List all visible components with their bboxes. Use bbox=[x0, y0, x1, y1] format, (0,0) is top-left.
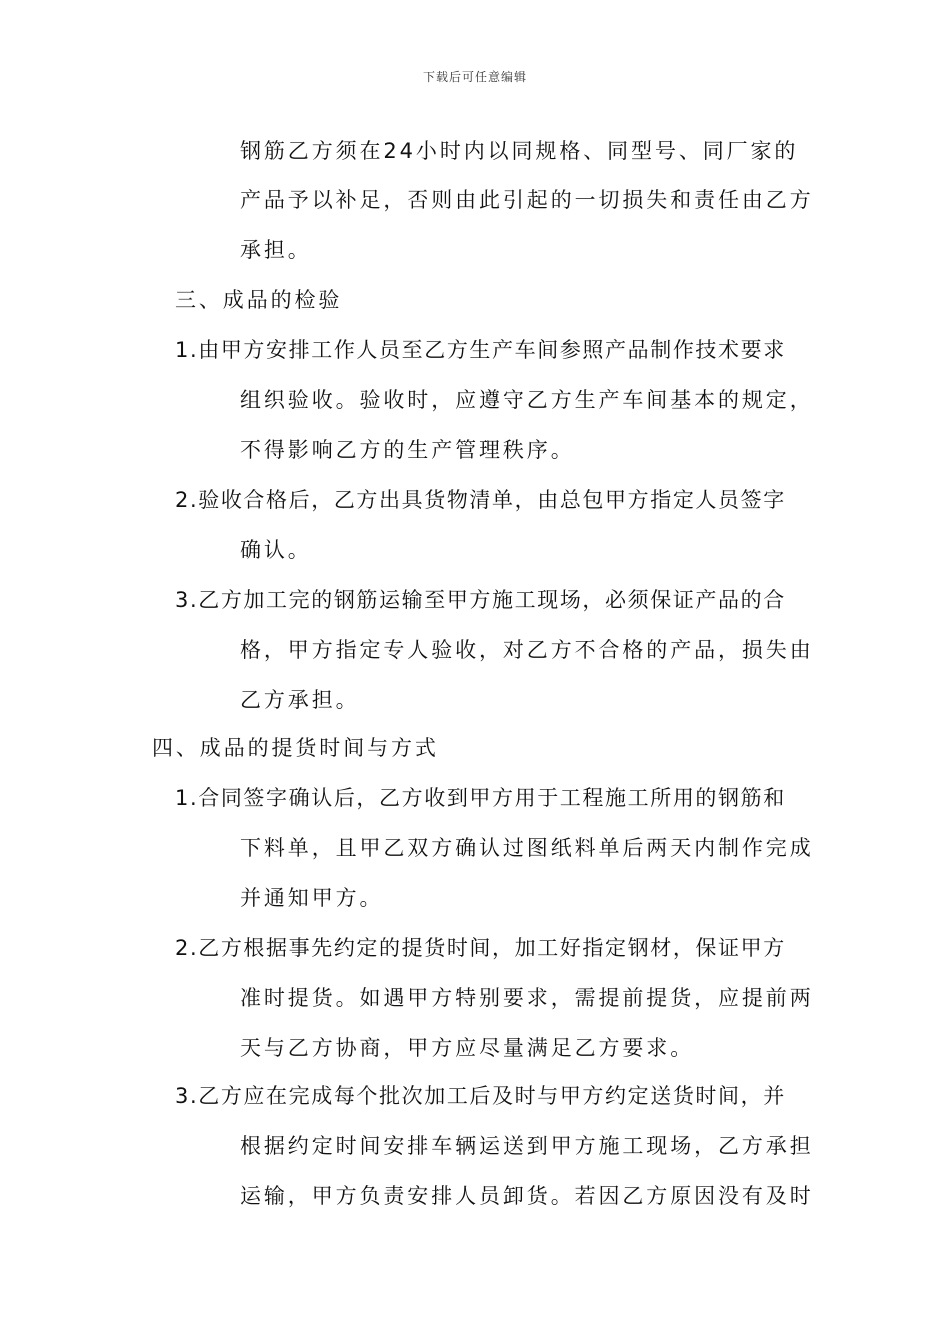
paragraph-line: 天与乙方协商，甲方应尽量满足乙方要求。 bbox=[240, 1036, 695, 1060]
header-note: 下载后可任意编辑 bbox=[422, 70, 527, 84]
paragraph-line: 不得影响乙方的生产管理秩序。 bbox=[240, 438, 575, 462]
list-item: 2.验收合格后，乙方出具货物清单，由总包甲方指定人员签字 bbox=[175, 488, 786, 512]
paragraph-line: 根据约定时间安排车辆运送到甲方施工现场，乙方承担 bbox=[240, 1134, 814, 1158]
paragraph-line: 确认。 bbox=[240, 538, 312, 562]
paragraph-line: 产品予以补足，否则由此引起的一切损失和责任由乙方 bbox=[240, 188, 814, 212]
section-heading: 四、成品的提货时间与方式 bbox=[152, 736, 439, 760]
paragraph-line: 下料单，且甲乙双方确认过图纸料单后两天内制作完成 bbox=[240, 836, 814, 860]
list-item: 1.合同签字确认后，乙方收到甲方用于工程施工所用的钢筋和 bbox=[175, 786, 786, 810]
paragraph-line: 并通知甲方。 bbox=[240, 886, 384, 910]
paragraph-line: 乙方承担。 bbox=[240, 688, 360, 712]
paragraph-line: 钢筋乙方须在24小时内以同规格、同型号、同厂家的 bbox=[240, 139, 799, 163]
list-item: 3.乙方应在完成每个批次加工后及时与甲方约定送货时间，并 bbox=[175, 1084, 786, 1108]
paragraph-line: 准时提货。如遇甲方特别要求，需提前提货，应提前两 bbox=[240, 986, 814, 1010]
paragraph-line: 格，甲方指定专人验收，对乙方不合格的产品，损失由 bbox=[240, 638, 814, 662]
list-item: 1.由甲方安排工作人员至乙方生产车间参照产品制作技术要求 bbox=[175, 338, 786, 362]
paragraph-line: 组织验收。验收时，应遵守乙方生产车间基本的规定， bbox=[240, 388, 814, 412]
section-heading: 三、成品的检验 bbox=[175, 288, 343, 312]
paragraph-line: 运输，甲方负责安排人员卸货。若因乙方原因没有及时 bbox=[240, 1184, 814, 1208]
paragraph-line: 承担。 bbox=[240, 238, 312, 262]
list-item: 3.乙方加工完的钢筋运输至甲方施工现场，必须保证产品的合 bbox=[175, 588, 786, 612]
list-item: 2.乙方根据事先约定的提货时间，加工好指定钢材，保证甲方 bbox=[175, 936, 786, 960]
